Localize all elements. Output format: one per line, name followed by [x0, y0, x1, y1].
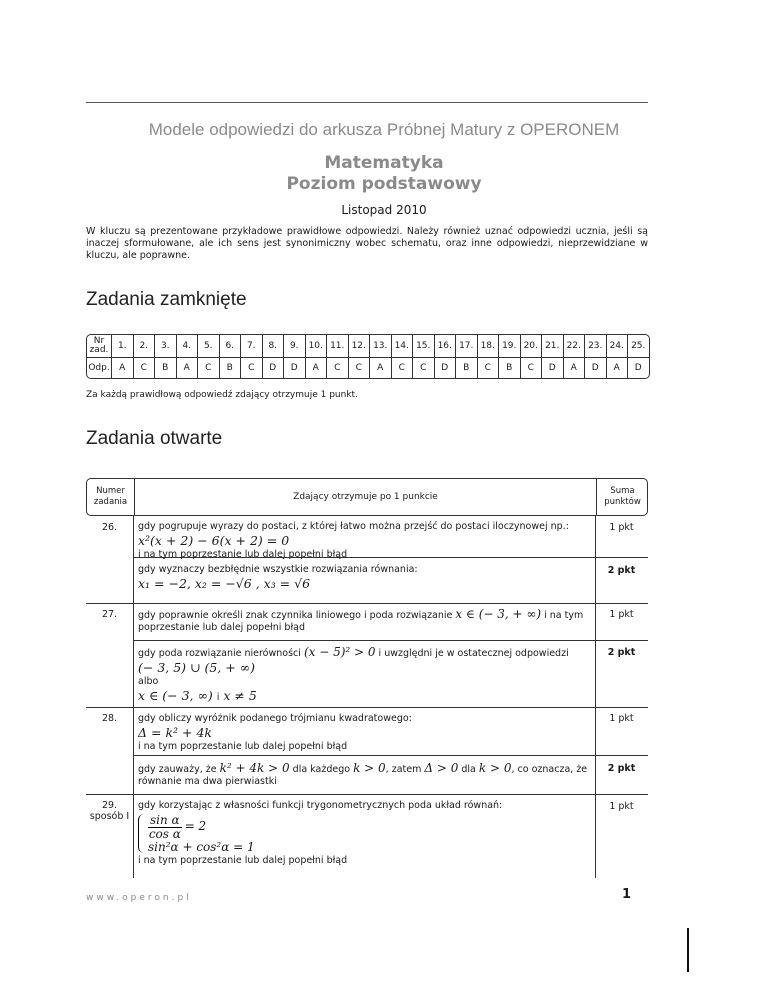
criterion-tail: i na tym poprzestanie lub dalej popełni błąd	[138, 741, 348, 752]
header-main: Zdający otrzymuje po 1 punkcie	[293, 492, 438, 502]
equation: x²(x + 2) − 6(x + 2) = 0	[138, 533, 290, 548]
task-28-criterion-1	[138, 713, 590, 753]
answer-cell: C	[392, 358, 414, 378]
answer-cell: B	[155, 358, 177, 378]
answer-cell: D	[542, 358, 564, 378]
criterion-tail: i na tym poprzestanie lub dalej popełni błąd	[138, 855, 348, 866]
task-number: 23.	[585, 335, 607, 358]
task-number: 7.	[241, 335, 263, 358]
scoring-note: Za każdą prawidłową odpowiedź zdający otrzymuje 1 punkt.	[86, 390, 358, 400]
criterion-text: gdy zauważy, że	[138, 764, 217, 775]
margin-rule	[687, 928, 689, 972]
answer-cell: C	[327, 358, 349, 378]
points-value: 2 pkt	[607, 763, 636, 774]
criterion-text: dla	[461, 764, 476, 775]
points-value: 1 pkt	[609, 609, 634, 620]
equation: = 2	[184, 819, 207, 833]
equation: x ∈ (− 3, + ∞)	[455, 607, 542, 621]
open-table-header	[86, 478, 648, 516]
task-number: 11.	[327, 335, 349, 358]
task-number: 2.	[134, 335, 156, 358]
points-value: 1 pkt	[609, 801, 634, 812]
answer-cell: C	[198, 358, 220, 378]
task-number: 16.	[435, 335, 457, 358]
equation-system	[138, 814, 590, 853]
task-27-criterion-2	[138, 646, 590, 706]
fraction	[148, 814, 182, 841]
row-divider	[86, 707, 648, 708]
header-rule	[86, 102, 648, 103]
points-value: 2 pkt	[607, 647, 636, 658]
subject-title: Matematyka	[324, 153, 444, 173]
criterion-text: gdy wyznaczy bezbłędnie wszystkie rozwiązania równania:	[138, 564, 418, 575]
criterion-text: i na tym poprzestanie lub dalej popełni błąd	[138, 610, 584, 633]
criterion-text: gdy obliczy wyróżnik podanego trójmianu kwadratowego:	[138, 713, 412, 724]
task-number: 9.	[284, 335, 306, 358]
points-value: 1 pkt	[609, 713, 634, 724]
task-26-criterion-2	[138, 564, 590, 592]
task-number: 8.	[263, 335, 285, 358]
task-number: 5.	[198, 335, 220, 358]
answer-cell: D	[284, 358, 306, 378]
task-number: 19.	[499, 335, 521, 358]
row-header-odp: Odp.	[87, 358, 112, 378]
task-number: 17.	[456, 335, 478, 358]
equation: Δ > 0	[424, 761, 459, 775]
fraction-denominator: cos α	[148, 827, 181, 841]
task-number: 18.	[478, 335, 500, 358]
answer-cell: A	[370, 358, 392, 378]
task-number-27: 27.	[101, 609, 118, 620]
header-sum: Suma punktów	[596, 479, 648, 515]
criterion-text: albo	[138, 676, 159, 687]
system-equation-2: sin²α + cos²α = 1	[148, 840, 255, 854]
equation-line	[138, 690, 590, 704]
closed-tasks-heading: Zadania zamknięte	[86, 289, 247, 310]
criterion-text: gdy korzystając z własności funkcji trygonometrycznych poda układ równań:	[138, 800, 503, 811]
points-value: 1 pkt	[609, 522, 634, 533]
task-number: 22.	[564, 335, 586, 358]
intro-paragraph: W kluczu są prezentowane przykładowe prawidłowe odpowiedzi. Należy również uznać odpowiedzi ucznia, jeśli są inaczej sformułowane, ale ich sens jest synonimiczny wobec schematu, oraz inne odpowiedzi, nieprzewidziane w kluczu, ale poprawne.	[86, 226, 648, 261]
answer-cell: C	[413, 358, 435, 378]
task-number: 3.	[155, 335, 177, 358]
answer-cell: D	[435, 358, 457, 378]
answer-cell: B	[499, 358, 521, 378]
criterion-text: gdy poda rozwiązanie nierówności	[138, 648, 301, 659]
task-number: 12.	[349, 335, 371, 358]
page-number: 1	[622, 887, 632, 902]
task-number: 10.	[306, 335, 328, 358]
closed-answers-table	[86, 334, 650, 379]
footer-url: www.operon.pl	[86, 893, 192, 903]
task-number: 20.	[521, 335, 543, 358]
criterion-text: , co oznacza, że równanie ma dwa pierwiastki	[138, 764, 588, 787]
open-tasks-heading: Zadania otwarte	[86, 428, 223, 449]
answer-cell: A	[177, 358, 199, 378]
document-subtitle: Modele odpowiedzi do arkusza Próbnej Matury z OPERONEM	[148, 120, 620, 139]
fraction-numerator: sin α	[150, 813, 180, 827]
answer-cell: A	[306, 358, 328, 378]
equation: (− 3, 5) ∪ (5, + ∞)	[138, 660, 255, 675]
answer-cell: D	[263, 358, 285, 378]
header-number: Numer zadania	[87, 479, 135, 515]
equation: x₁ = −2, x₂ = −√6 , x₃ = √6	[138, 576, 311, 591]
row-divider	[86, 603, 648, 604]
criterion-tail: i na tym poprzestanie lub dalej popełni błąd	[138, 549, 348, 560]
task-number: 15.	[413, 335, 435, 358]
task-number-29	[86, 800, 133, 822]
criterion-text: dla każdego	[292, 764, 351, 775]
answer-cell: B	[220, 358, 242, 378]
task-number: 4.	[177, 335, 199, 358]
task-26-criterion-1	[138, 521, 590, 561]
level-title: Poziom podstawowy	[286, 174, 482, 194]
answer-cell: D	[585, 358, 607, 378]
task-number: 1.	[112, 335, 134, 358]
answer-cell: C	[349, 358, 371, 378]
task-27-criterion-1	[138, 608, 590, 634]
criterion-text: gdy poprawnie określi znak czynnika liniowego i poda rozwiązanie	[138, 610, 453, 621]
row-divider	[133, 755, 648, 756]
task-number: 13.	[370, 335, 392, 358]
row-header-nr: Nr zad.	[87, 335, 112, 358]
row-divider	[133, 640, 648, 641]
answer-cell: C	[241, 358, 263, 378]
task-number: 24.	[607, 335, 629, 358]
equation: k > 0	[478, 761, 512, 775]
task-number: 25.	[628, 335, 649, 358]
equation: (x − 5)² > 0	[303, 645, 376, 659]
column-divider	[133, 516, 134, 878]
task-number-text: 29.	[101, 800, 118, 811]
system-equation-1	[148, 814, 590, 841]
task-28-criterion-2	[138, 762, 590, 788]
task-number-28: 28.	[101, 713, 118, 724]
document-date: Listopad 2010	[341, 203, 427, 217]
answer-cell: A	[112, 358, 134, 378]
criterion-text: , zatem	[385, 764, 422, 775]
equation: x ∈ (− 3, ∞)	[138, 688, 213, 703]
task-number-26: 26.	[101, 522, 118, 533]
answer-cell: C	[478, 358, 500, 378]
answer-cell: C	[521, 358, 543, 378]
answer-cell: A	[564, 358, 586, 378]
task-number: 21.	[542, 335, 564, 358]
equation: x ≠ 5	[223, 688, 257, 703]
task-number: 6.	[220, 335, 242, 358]
equation: k² + 4k > 0	[219, 761, 290, 775]
answers-row	[87, 358, 649, 378]
equation: k > 0	[353, 761, 386, 775]
criterion-text: i uwzględni je w ostatecznej odpowiedzi	[378, 648, 569, 659]
task-number: 14.	[392, 335, 414, 358]
criterion-text: gdy pogrupuje wyrazy do postaci, z której łatwo można przejść do postaci iloczynowej np.:	[138, 521, 569, 532]
task-numbers-row	[87, 335, 649, 358]
points-value: 2 pkt	[607, 565, 636, 576]
equation: Δ = k² + 4k	[138, 725, 212, 740]
answer-cell: C	[134, 358, 156, 378]
answer-cell: D	[634, 363, 642, 373]
method-label: sposób I	[89, 811, 130, 822]
row-divider	[86, 794, 648, 795]
answer-cell: B	[456, 358, 478, 378]
answer-cell: A	[607, 358, 629, 378]
task-29-criterion-1	[138, 800, 590, 867]
criterion-text: i	[216, 692, 220, 703]
brace-icon	[138, 814, 145, 853]
